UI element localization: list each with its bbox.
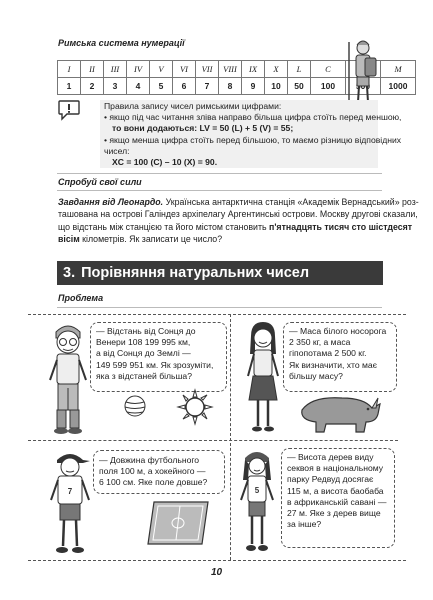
svg-text:7: 7 [67,487,73,496]
section-number: 3. [63,265,76,281]
bubble-line: гіпопотама 2 500 кг. [289,348,367,359]
roman-symbol-cell: IV [127,61,150,78]
roman-symbol-cell: X [265,61,288,78]
planet-icon [120,394,150,418]
roman-section-title: Римська система нумерації [58,38,185,48]
frame-bottom-line [28,560,406,561]
bubble-line: Як визначити, хто має [289,359,378,370]
section-title: Порівняння натуральних чисел [81,265,310,281]
roman-symbol-cell: VIII [219,61,242,78]
rhinoceros-illustration [292,392,384,434]
svg-text:5: 5 [254,486,260,495]
roman-value-cell: 1000 [381,78,416,95]
leonardo-task: Завдання від Леонардо. Українська антарктична станція «Академік Вернадський» роз- ташована на острові Галіндез архіпелагу Аргентинські острови. Москву другові сказали, що відстань між станцією та його містом становить п'ятнадцять тисяч сто шістдесят вісім кілометрів. Як записати це число? [58,197,419,244]
problem-label: Проблема [58,293,104,303]
speech-bubble-rhino-mass [283,322,397,392]
bubble-line: 115 м, а висота баобаба [287,485,384,496]
frame-top-line [28,314,406,315]
rules-item-1: • якщо під час читання зліва направо більша цифра стоїть перед меншою, [104,112,402,123]
speech-bubble-sun-distance [90,322,227,392]
bubble-line: — Довжина футбольного [99,455,200,465]
roman-value-cell: 4 [127,78,150,95]
bubble-line: парку Редвуд досягає [287,474,374,485]
sun-icon [176,388,214,426]
roman-value-cell: 100 [311,78,346,95]
roman-symbol-cell: IX [242,61,265,78]
roman-symbol-cell: II [81,61,104,78]
task-label: Завдання від Леонардо. [58,197,164,207]
exclamation-icon [57,99,81,121]
section-3-header [57,261,383,285]
bubble-line: поля 100 м, а хокейного — [99,466,206,477]
bubble-line: — Маса білого носорога [289,326,387,336]
bubble-line: більшу масу? [289,370,343,381]
try-section-title: Спробуй свої сили [58,177,142,187]
roman-symbol-cell: VI [173,61,196,78]
rules-intro: Правила запису чисел римськими цифрами: [104,101,282,111]
roman-value-cell: 7 [196,78,219,95]
roman-symbol-cell: I [58,61,81,78]
rules-item-2-formula: XC = 100 (C) – 10 (X) = 90. [112,157,218,168]
bubble-line: за інше? [287,519,322,530]
bubble-line: в африканській савані — [287,496,387,507]
roman-value-cell: 2 [81,78,104,95]
roman-value-cell: 6 [173,78,196,95]
bubble-line: а від Сонця до Землі — [96,348,191,359]
roman-symbol-cell: M [381,61,416,78]
divider [57,190,382,191]
roman-value-cell: 3 [104,78,127,95]
roman-symbol-cell: III [104,61,127,78]
girl-illustration [243,320,283,436]
speech-bubble-tree-height [281,448,395,548]
frame-middle-line [28,440,398,441]
bubble-line: 149 599 951 км. Як зрозуміти, [96,359,214,370]
rules-item-2: • якщо менша цифра стоїть перед більшою, то маємо різницю відповідних чисел: [104,134,402,156]
roman-value-cell: 9 [242,78,265,95]
roman-symbol-cell: L [288,61,311,78]
roman-symbol-cell: VII [196,61,219,78]
bubble-line: — Висота дерев виду [287,452,374,462]
roman-value-cell: 5 [150,78,173,95]
bubble-line: — Відстань від Сонця до [96,326,196,336]
football-field-illustration [142,498,214,548]
bubble-line: секвоя в національному [287,463,384,474]
roman-soldier-illustration [345,36,377,106]
boy-with-cap-illustration [48,446,92,558]
girl-with-cap-illustration [237,446,277,558]
roman-value-cell: 10 [265,78,288,95]
boy-with-glasses-illustration [46,320,90,436]
divider [57,307,382,308]
bubble-line: 6 100 см. Яке поле довше? [99,477,208,488]
divider [57,173,382,174]
roman-value-cell: 50 [288,78,311,95]
roman-symbol-cell: V [150,61,173,78]
bubble-line: яка з відстаней більша? [96,370,192,381]
bubble-line: Венери 108 199 995 км, [96,337,191,348]
roman-value-cell: 1 [58,78,81,95]
roman-value-cell: 8 [219,78,242,95]
speech-bubble-field-length [93,450,225,494]
bubble-line: 27 м. Яке з дерев вище [287,508,381,519]
rules-item-1-formula: то вони додаються: LV = 50 (L) + 5 (V) = 55; [112,123,294,134]
page-number: 10 [210,567,223,578]
frame-vertical-line [230,314,231,560]
roman-symbol-cell: C [311,61,346,78]
bubble-line: 2 350 кг, а маса [289,337,351,348]
